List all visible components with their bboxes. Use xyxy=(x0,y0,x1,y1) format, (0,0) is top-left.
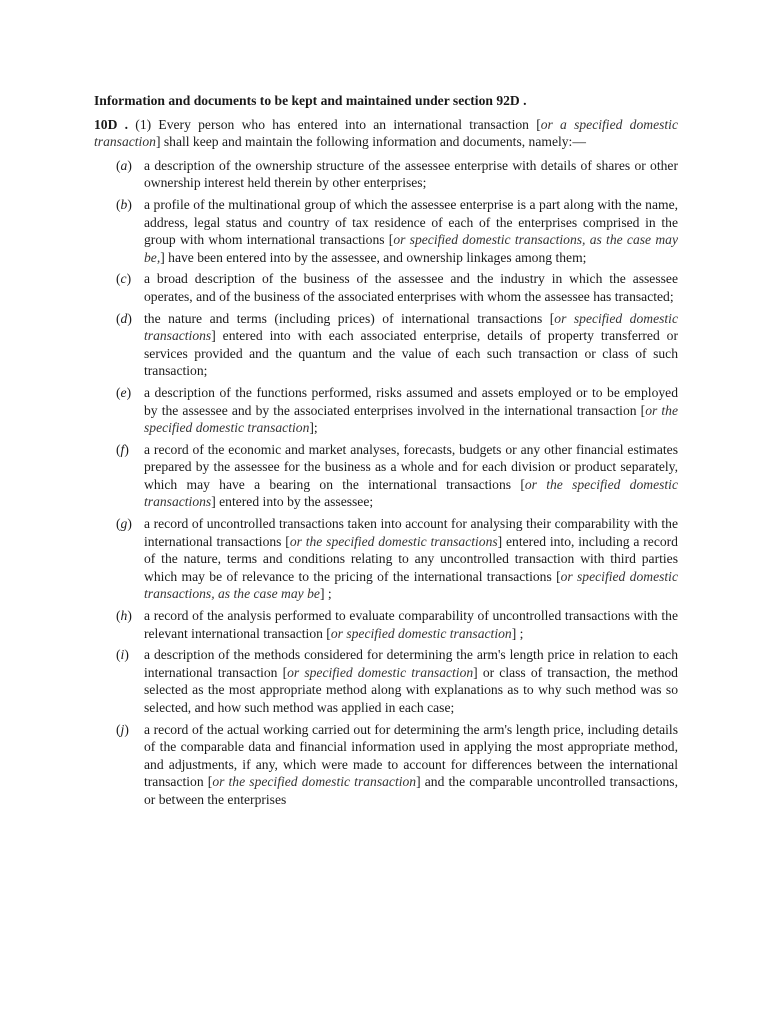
clause-text: ] shall keep and maintain the following information and documents, namely:— xyxy=(155,134,586,150)
clause-item xyxy=(94,646,678,716)
clause-text: a record of uncontrolled transactions taken into account for analysing their comparability with the international transactions [ xyxy=(144,516,678,549)
clause-label: (i) xyxy=(116,647,129,663)
clause-text: a description of the functions performed, risks assumed and assets employed or to be employed by the assessee and by the associated enterprises involved in the international transaction [ xyxy=(144,384,678,418)
clause-body xyxy=(144,647,678,715)
clause-label: (j) xyxy=(116,721,129,737)
clause-text: a record of the analysis performed to evaluate comparability of uncontrolled transactions with the relevant international transaction [ xyxy=(144,608,678,641)
clause-item xyxy=(94,515,678,603)
clause-label: (a) xyxy=(116,157,132,173)
clause-body xyxy=(144,516,678,601)
clause-letter: j xyxy=(120,721,125,737)
clause-label: (b) xyxy=(116,196,132,212)
inserted-italic-text: or a specified domestic transaction xyxy=(94,116,678,150)
section-heading: Information and documents to be kept and maintained under section 92D . xyxy=(94,93,527,108)
clause-body xyxy=(144,158,678,191)
inserted-italic-text: or the specified domestic transaction xyxy=(212,774,417,790)
clause-text: ] have been entered into by the assessee, and ownership linkages among them; xyxy=(160,249,587,265)
clause-label: (f) xyxy=(116,441,129,457)
inserted-italic-text: or specified domestic transactions, as the case may be, xyxy=(144,232,678,265)
clause-item xyxy=(94,607,678,642)
clause-letter: i xyxy=(120,647,125,663)
inserted-italic-text: or specified domestic transactions xyxy=(144,310,678,344)
clause-item xyxy=(94,310,678,380)
clause-text: ] and the comparable uncontrolled transactions, or between the enterprises xyxy=(144,774,678,807)
inserted-italic-text: or specified domestic transaction xyxy=(287,664,474,680)
clause-text: ]; xyxy=(309,420,318,436)
clause-text: a description of the ownership structure of the assessee enterprise with details of shares or other ownership interest held therein by other enterprises; xyxy=(144,157,678,191)
clause-body xyxy=(144,385,678,435)
clause-label: (c) xyxy=(116,271,132,287)
clause-letter: d xyxy=(120,310,128,326)
clause-text: a broad description of the business of the assessee and the industry in which the assessee operates, and of the business of the associated enterprises with whom the assessee has transacted; xyxy=(144,271,678,304)
clause-letter: a xyxy=(120,157,128,173)
clause-letter: g xyxy=(120,516,128,532)
rule-intro xyxy=(94,116,678,151)
clause-letter: b xyxy=(120,196,128,212)
clause-text: a record of the economic and market analyses, forecasts, budgets or any other financial estimates prepared by the assessee for the business as a whole and for each division or product separately, which may have a bearing on the international transactions [ xyxy=(144,441,678,492)
clause-item xyxy=(94,157,678,192)
clause-text: ] or class of transaction, the method selected as the most appropriate method along with explanations as to why such method was so selected, and how such method was applied in each case; xyxy=(144,664,678,715)
clause-text: (1) Every person who has entered into an international transaction [ xyxy=(128,116,541,132)
clause-label: (g) xyxy=(116,516,132,532)
clause-item xyxy=(94,270,678,305)
clause-body xyxy=(144,197,678,265)
clause-text: the nature and terms (including prices) of international transactions [ xyxy=(144,310,555,326)
clause-label: (e) xyxy=(116,384,132,400)
clause-text: ] entered into with each associated enterprise, details of property transferred or services provided and the quantum and the value of each such transaction or class of such transaction; xyxy=(144,328,678,379)
clause-list xyxy=(94,157,678,809)
rule-number: 10D . xyxy=(94,116,129,132)
clause-body xyxy=(144,271,678,304)
clause-letter: e xyxy=(120,384,127,400)
clause-body xyxy=(144,311,678,379)
inserted-italic-text: or the specified domestic transaction xyxy=(144,402,678,436)
clause-text: ] ; xyxy=(511,625,524,641)
clause-label: (d) xyxy=(116,310,132,326)
clause-text: a description of the methods considered for determining the arm's length price in relation to each international transaction [ xyxy=(144,647,678,680)
document-page xyxy=(94,92,678,813)
inserted-italic-text: or specified domestic transactions, as the case may be xyxy=(144,568,678,602)
intro-text xyxy=(94,117,678,150)
clause-letter: h xyxy=(120,608,128,624)
clause-text: ] entered into by the assessee; xyxy=(211,494,374,510)
clause-item xyxy=(94,721,678,809)
inserted-italic-text: or the specified domestic transactions xyxy=(289,533,498,549)
inserted-italic-text: or specified domestic transaction xyxy=(330,625,512,641)
clause-text: ] entered into, including a record of the nature, terms and conditions relating to any uncontrolled transaction with third parties which may be of relevance to the pricing of the international transactions [ xyxy=(144,533,678,584)
clause-text: ] ; xyxy=(319,586,332,602)
clause-body xyxy=(144,608,678,641)
clause-letter: f xyxy=(120,441,125,457)
clause-text: a profile of the multinational group of which the assessee enterprise is a part along with the name, address, legal status and country of tax residence of each of the enterprises comprised in the group with whom international transactions [ xyxy=(144,196,678,248)
clause-letter: c xyxy=(120,271,127,287)
clause-item xyxy=(94,196,678,266)
clause-body xyxy=(144,722,678,807)
clause-body xyxy=(144,442,678,510)
clause-label: (h) xyxy=(116,608,132,624)
inserted-italic-text: or the specified domestic transactions xyxy=(144,476,678,510)
clause-text: a record of the actual working carried out for determining the arm's length price, including details of the comparable data and financial information used in applying the most appropriate method, and adjustments, if any, which were made to account for differences between the international transaction [ xyxy=(144,721,678,790)
clause-item xyxy=(94,384,678,437)
clause-item xyxy=(94,441,678,511)
